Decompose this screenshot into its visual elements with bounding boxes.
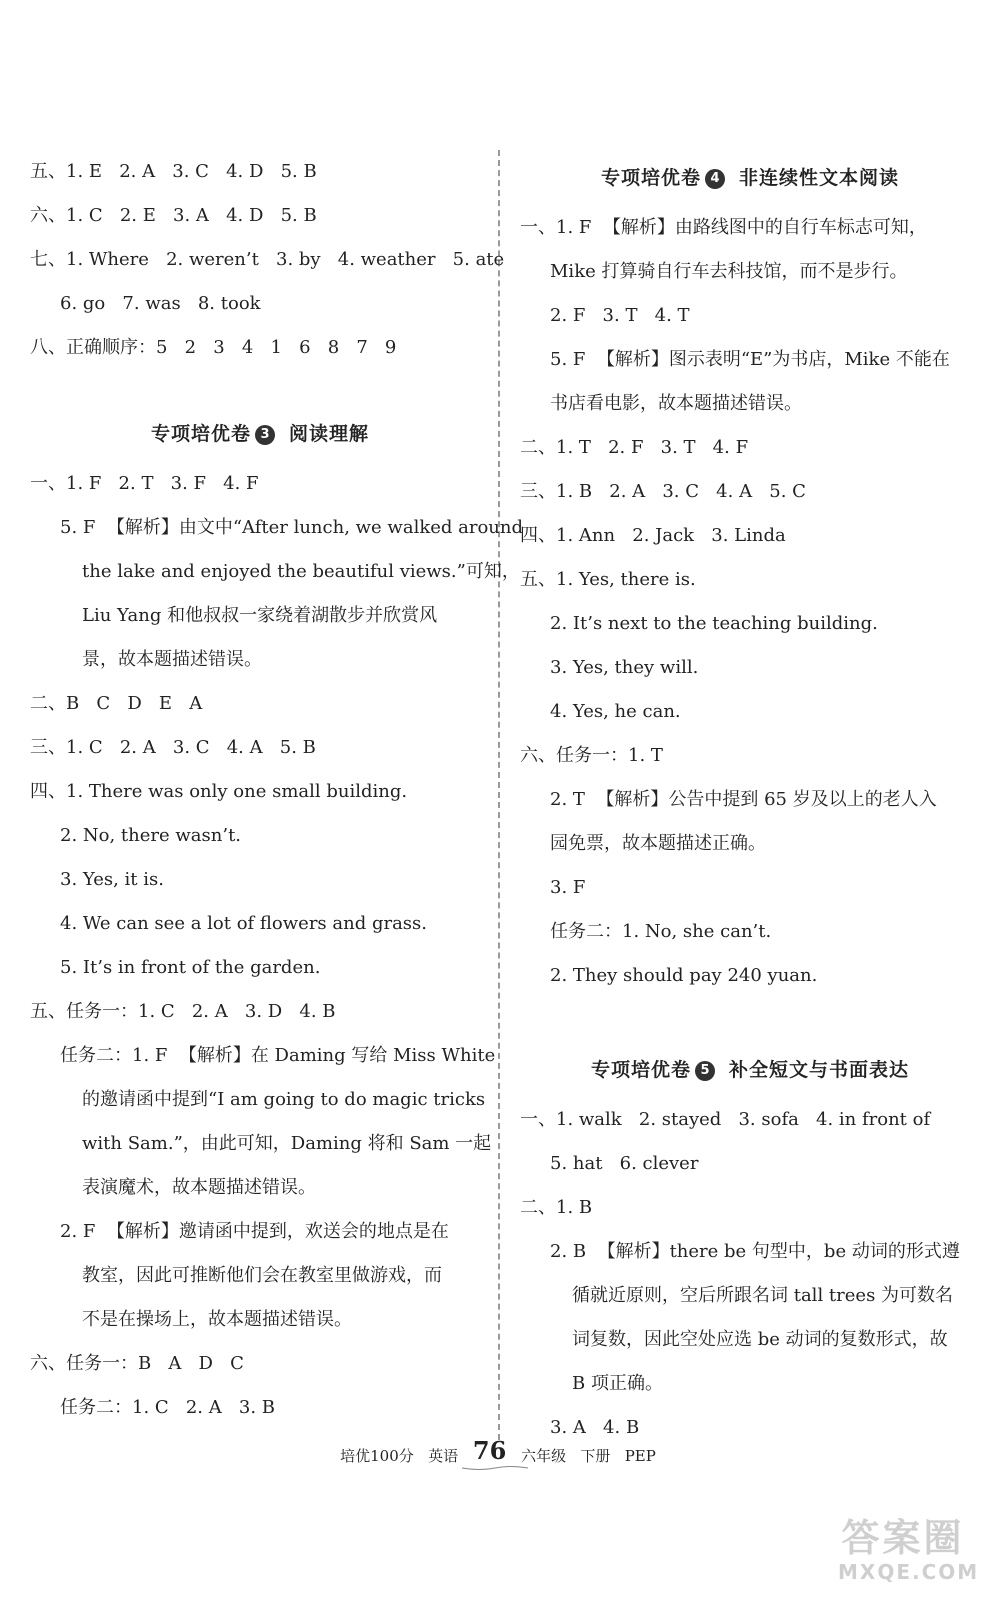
answer-line: 二、1. B: [520, 1197, 593, 1218]
answer-line: 三、1. C 2. A 3. C 4. A 5. B: [30, 737, 316, 758]
answer-line: 八、正确顺序：5 2 3 4 1 6 8 7 9: [30, 337, 397, 358]
answer-line: 一、1. walk 2. stayed 3. sofa 4. in front of: [520, 1109, 931, 1130]
heading-title: 阅读理解: [289, 423, 370, 445]
answer-line: 四、1. Ann 2. Jack 3. Linda: [520, 525, 786, 546]
answer-line: 4. Yes, he can.: [550, 701, 681, 722]
answer-line: 2. T 【解析】公告中提到 65 岁及以上的老人入: [550, 789, 937, 810]
footer-subject: 英语: [428, 1447, 459, 1465]
answer-line: 2. It’s next to the teaching building.: [550, 613, 878, 634]
answer-line: 词复数，因此空处应选 be 动词的复数形式，故: [572, 1329, 948, 1350]
answer-line: 六、1. C 2. E 3. A 4. D 5. B: [30, 205, 317, 226]
answer-line: 6. go 7. was 8. took: [60, 293, 261, 314]
answer-line: 2. F 3. T 4. T: [550, 305, 690, 326]
answer-line: 循就近原则，空后所跟名词 tall trees 为可数名: [572, 1285, 954, 1306]
answer-line: 景，故本题描述错误。: [82, 649, 262, 670]
watermark-url: MXQE.COM: [838, 1560, 980, 1584]
answer-line: 4. We can see a lot of flowers and grass.: [60, 913, 428, 934]
answer-line: 七、1. Where 2. weren’t 3. by 4. weather 5. ate: [30, 249, 505, 270]
answer-line: 的邀请函中提到“I am going to do magic tricks: [82, 1089, 486, 1110]
answer-line: 2. They should pay 240 yuan.: [550, 965, 818, 986]
answer-line: 四、1. There was only one small building.: [30, 781, 408, 802]
heading-label: 专项培优卷: [590, 1059, 691, 1081]
answer-line: 2. B 【解析】there be 句型中，be 动词的形式遵: [550, 1241, 960, 1262]
answer-line: 园免票，故本题描述正确。: [550, 833, 766, 854]
page-number-swash-ornament: [460, 1465, 530, 1471]
heading-label: 专项培优卷: [600, 167, 701, 189]
answer-line: 5. F 【解析】由文中“After lunch, we walked around: [60, 517, 524, 538]
answer-line: 五、任务一：1. C 2. A 3. D 4. B: [30, 1001, 336, 1022]
answer-line: Liu Yang 和他叔叔一家绕着湖散步并欣赏风: [82, 605, 438, 626]
footer-book: 培优100分: [340, 1447, 414, 1465]
watermark-text: 答案圈: [841, 1516, 965, 1560]
answer-line: 3. Yes, it is.: [60, 869, 164, 890]
answer-line: 3. F: [550, 877, 586, 898]
footer-grade: 六年级: [521, 1447, 567, 1465]
answer-line: 任务二：1. F 【解析】在 Daming 写给 Miss White: [60, 1045, 496, 1066]
section-heading-4: [520, 150, 980, 206]
section-heading-3: [30, 406, 490, 462]
watermark-logo: [838, 1516, 980, 1584]
answer-line: 任务二：1. C 2. A 3. B: [60, 1397, 276, 1418]
answer-line: 不是在操场上，故本题描述错误。: [82, 1309, 352, 1330]
footer-edition: PEP: [624, 1447, 656, 1465]
answer-line: B 项正确。: [572, 1373, 663, 1394]
heading-title: 非连续性文本阅读: [739, 167, 900, 189]
answer-line: 5. hat 6. clever: [550, 1153, 699, 1174]
answer-line: 2. No, there wasn’t.: [60, 825, 242, 846]
answer-line: 教室，因此可推断他们会在教室里做游戏，而: [82, 1265, 442, 1286]
column-divider: [498, 150, 500, 1440]
answer-line: the lake and enjoyed the beautiful views.”可知，: [82, 561, 520, 582]
circled-number-badge: 5: [695, 1061, 715, 1081]
answer-line: Mike 打算骑自行车去科技馆，而不是步行。: [550, 261, 908, 282]
answer-line: 二、1. T 2. F 3. T 4. F: [520, 437, 749, 458]
answer-line: 二、B C D E A: [30, 693, 203, 714]
answer-line: 三、1. B 2. A 3. C 4. A 5. C: [520, 481, 806, 502]
left-column: [30, 150, 524, 1430]
page-number: 76: [472, 1436, 507, 1465]
answer-line: 5. It’s in front of the garden.: [60, 957, 321, 978]
circled-number-badge: 3: [255, 425, 275, 445]
answer-line: 表演魔术，故本题描述错误。: [82, 1177, 316, 1198]
right-column: [520, 150, 980, 1450]
answer-line: 一、1. F 2. T 3. F 4. F: [30, 473, 259, 494]
answer-line: 五、1. E 2. A 3. C 4. D 5. B: [30, 161, 317, 182]
heading-label: 专项培优卷: [150, 423, 251, 445]
answer-line: 书店看电影，故本题描述错误。: [550, 393, 802, 414]
answer-line: with Sam.”，由此可知，Daming 将和 Sam 一起: [82, 1133, 492, 1154]
answer-line: 任务二：1. No, she can’t.: [550, 921, 772, 942]
answer-line: 5. F 【解析】图示表明“E”为书店，Mike 不能在: [550, 349, 950, 370]
answer-line: 3. A 4. B: [550, 1417, 640, 1438]
answer-line: 五、1. Yes, there is.: [520, 569, 696, 590]
circled-number-badge: 4: [705, 169, 725, 189]
section-heading-5: [520, 1042, 980, 1098]
answer-line: 2. F 【解析】邀请函中提到，欢送会的地点是在: [60, 1221, 449, 1242]
page-footer: [0, 1436, 996, 1466]
answer-line: 六、任务一：B A D C: [30, 1353, 244, 1374]
answer-line: 六、任务一：1. T: [520, 745, 663, 766]
answer-line: 一、1. F 【解析】由路线图中的自行车标志可知，: [520, 217, 927, 238]
answer-line: 3. Yes, they will.: [550, 657, 699, 678]
footer-volume: 下册: [580, 1447, 611, 1465]
heading-title: 补全短文与书面表达: [729, 1059, 910, 1081]
